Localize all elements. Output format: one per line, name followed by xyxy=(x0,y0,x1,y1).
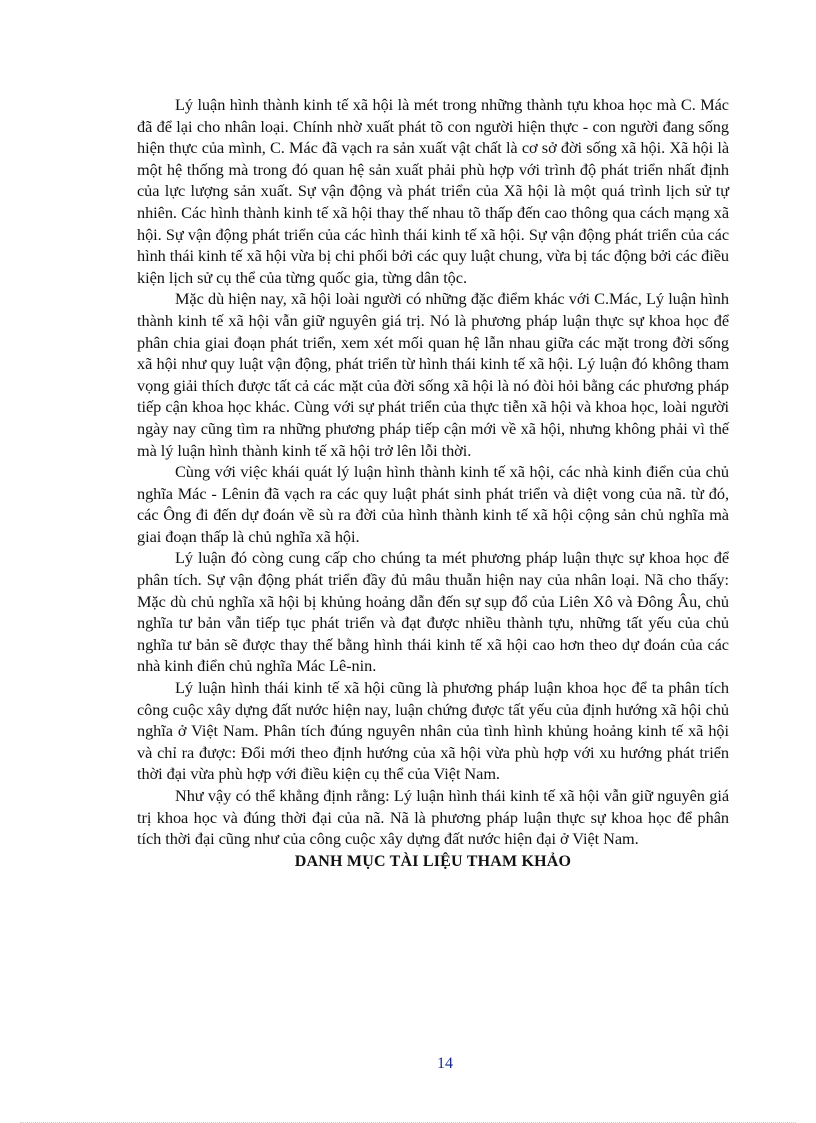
page-content xyxy=(137,94,729,873)
paragraph-1: Lý luận hình thành kinh tế xã hội là mét trong những thành tựu khoa học mà C. Mác đã để lại cho nhân loại. Chính nhờ xuất phát tõ con người hiện thực - con người đang sống hiện thực của mình, C. Mác đã vạch ra sản xuất vật chất là cơ sở đời sống xã hội. Xã hội là một hệ thống mà trong đó quan hệ sản xuất phải phù hợp với trình độ phát triển nhất định của lực lượng sản xuất. Sự vận động và phát triển của Xã hội là một quá trình lịch sử tự nhiên. Các hình thành kinh tế xã hội thay thế nhau tõ thấp đến cao thông qua cách mạng xã hội. Sự vận động phát triển của các hình thái kinh tế xã hội. Sự vận động phát triển của các hình thái kinh tế xã hội vừa bị chi phối bởi các quy luật chung, vừa bị tác động bởi các điều kiện lịch sử cụ thể của từng quốc gia, từng dân tộc. xyxy=(137,95,729,287)
paragraph-5: Lý luận hình thái kinh tế xã hội cũng là phương pháp luận khoa học để ta phân tích công cuộc xây dựng đất nước hiện nay, luận chứng được tất yếu của định hướng xã hội chủ nghĩa ở Việt Nam. Phân tích đúng nguyên nhân của tình hình khủng hoảng kinh tế xã hội và chỉ ra được: Đổi mới theo định hướng của xã hội vừa phù hợp với xu hướng phát triển thời đại vừa phù hợp với điều kiện cụ thể của Việt Nam. xyxy=(137,678,729,784)
paragraph-4: Lý luận đó còng cung cấp cho chúng ta mét phương pháp luận thực sự khoa học để phân tích. Sự vận động phát triển đầy đủ mâu thuẫn hiện nay của nhân loại. Nã cho thấy: Mặc dù chủ nghĩa xã hội bị khủng hoảng dẫn đến sự sụp đổ của Liên Xô và Đông Âu, chủ nghĩa tư bản vẫn tiếp tục phát triển và đạt được nhiều thành tựu, những tất yếu của chủ nghĩa tư bản sẽ được thay thế bằng hình thái kinh tế xã hội cao hơn theo dự đoán của các nhà kinh điển chủ nghĩa Mác Lê-nin. xyxy=(137,548,729,676)
references-heading: DANH MỤC TÀI LIỆU THAM KHẢO xyxy=(294,852,572,870)
paragraph-6: Như vậy có thể khẳng định rằng: Lý luận hình thái kinh tế xã hội vẫn giữ nguyên giá trị khoa học và đúng thời đại của nã. Nã là phương pháp luận thực sự khoa học để phân tích thời đại cũng như của công cuộc xây dựng đất nước hiện đại ở Việt Nam. xyxy=(137,786,729,849)
page-number: 14 xyxy=(437,1055,453,1072)
paragraph-2: Mặc dù hiện nay, xã hội loài người có những đặc điểm khác với C.Mác, Lý luận hình thành kinh tế xã hội vẫn giữ nguyên giá trị. Nó là phương pháp luận thực sự khoa học để phân chia giai đoạn phát triển, xem xét mối quan hệ lẫn nhau giữa các mặt trong đời sống xã hội như quy luật vận động, phát triển từ hình thái kinh tế xã hội. Lý luận đó không tham vọng giải thích được tất cả các mặt của đời sống xã hội là nó đòi hỏi bằng các phương pháp tiếp cận khoa học khác. Cùng với sự phát triển của thực tiễn xã hội và khoa học, loài người ngày nay cũng tìm ra những phương pháp tiếp cận mới về xã hội, nhưng không phải vì thế mà lý luận hình thành kinh tế xã hội trở lên lỗi thời. xyxy=(137,289,729,460)
paragraph-3: Cùng với việc khái quát lý luận hình thành kinh tế xã hội, các nhà kinh điển của chủ nghĩa Mác - Lênin đã vạch ra các quy luật phát sinh phát triển và diệt vong của nã. từ đó, các Ông đi đến dự đoán về sù ra đời của hình thành kinh tế xã hội cộng sản chủ nghĩa mà giai đoạn thấp là chủ nghĩa xã hội. xyxy=(137,462,729,546)
